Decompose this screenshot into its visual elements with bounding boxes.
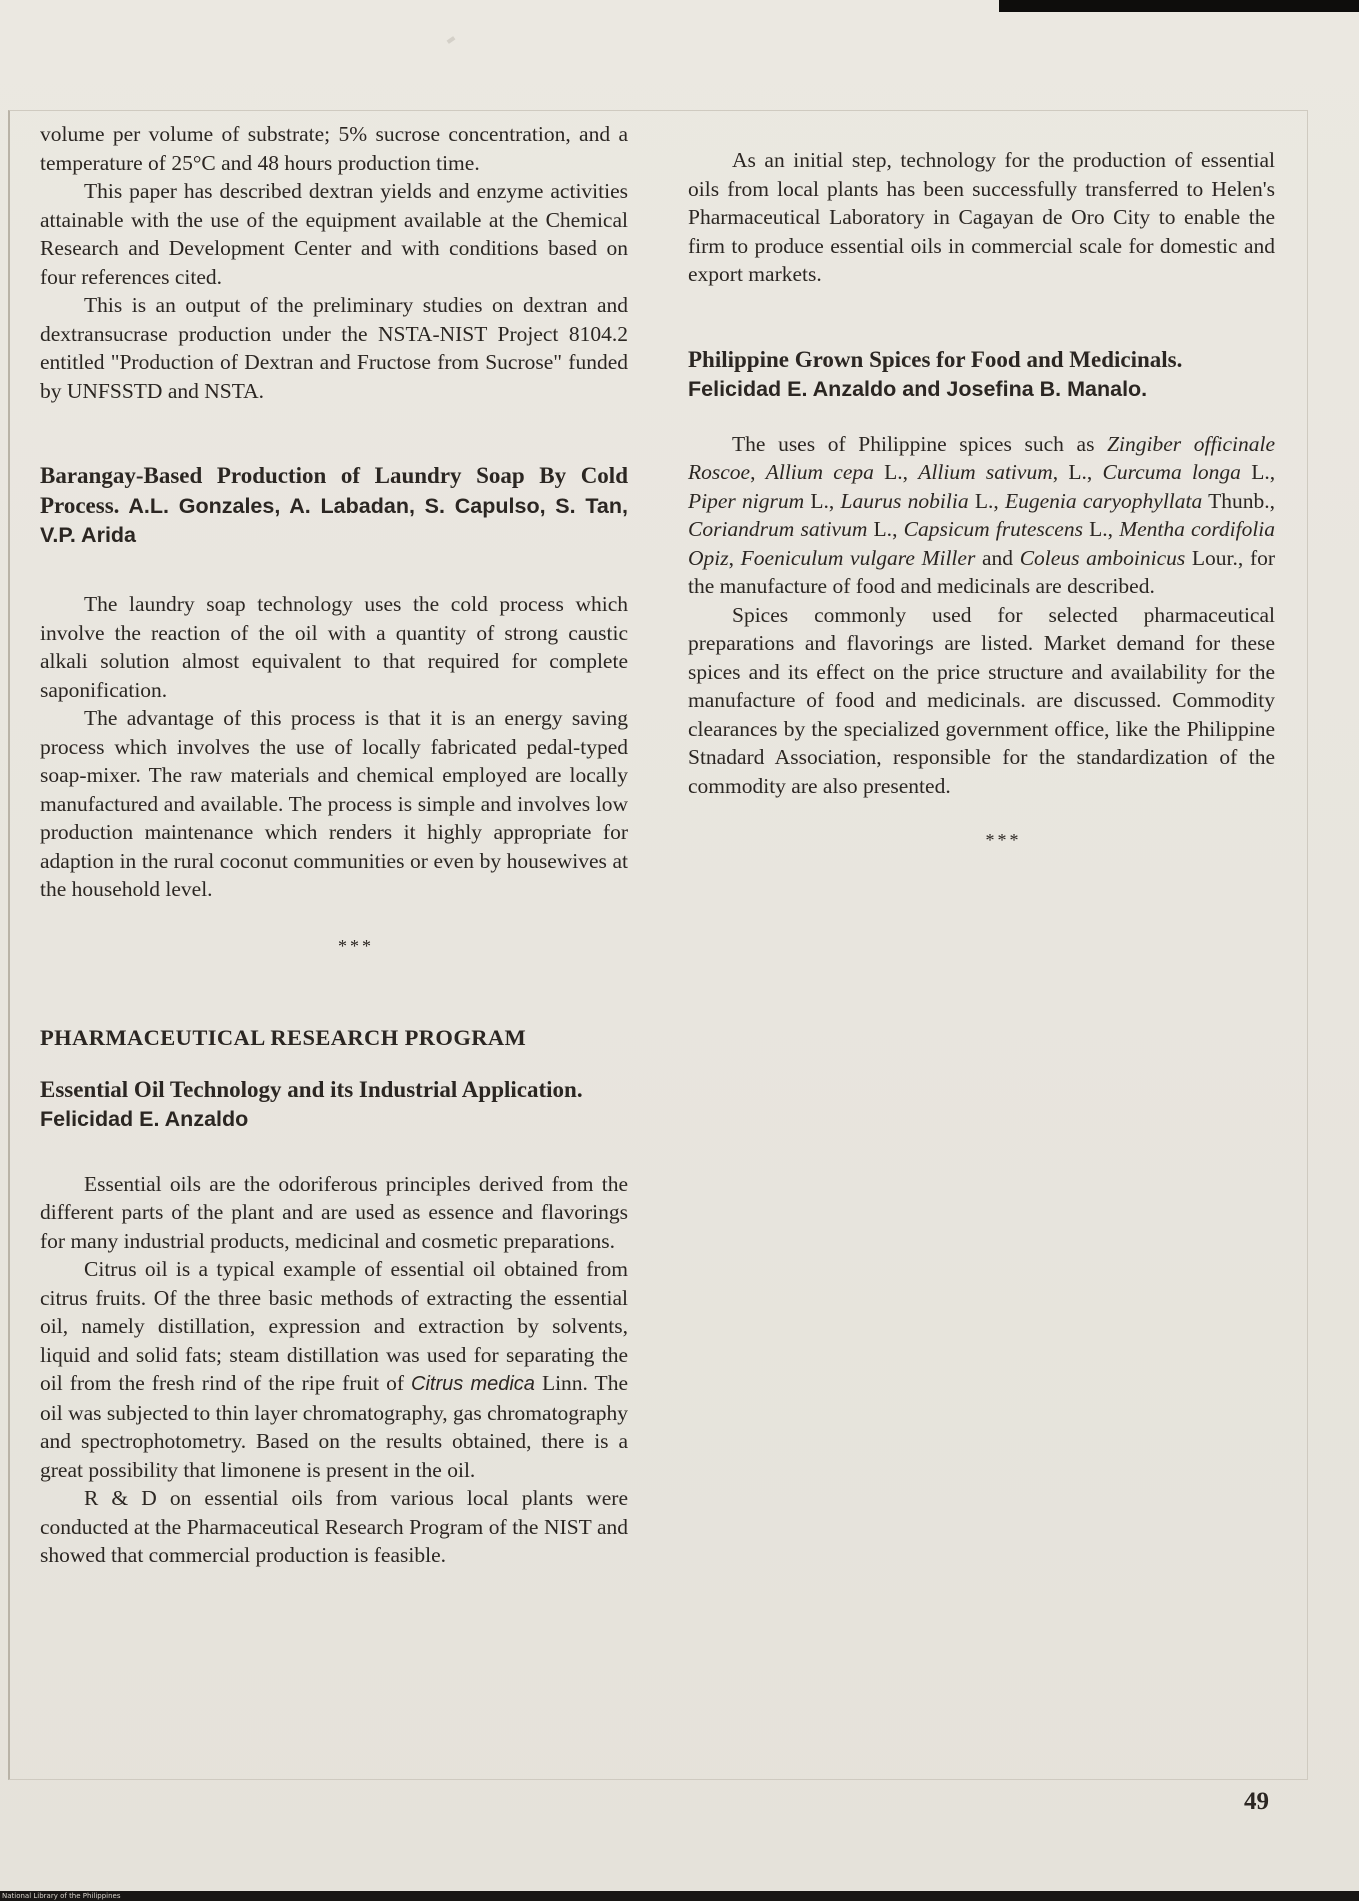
oil-paragraph-1: Essential oils are the odoriferous principles derived from the different parts of the plant and are used as essence and flavorings for many industrial products, medicinal and cosmetic preparations. xyxy=(40,1171,628,1253)
intro-paragraph-2: This paper has described dextran yields and enzyme activities attainable with the use of the equipment available at the Chemical Research and Development Center and with conditions based on four references cited. xyxy=(40,179,628,289)
oil-article-heading xyxy=(40,1075,628,1134)
intro-paragraph-3: This is an output of the preliminary studies on dextran and dextransucrase production under the NSTA-NIST Project 8104.2 entitled "Production of Dextran and Fructose from Sucrose" funded by UNFSSTD and NSTA. xyxy=(40,293,628,403)
oil-paragraph-3: R & D on essential oils from various local plants were conducted at the Pharmaceutical Research Program of the NIST and showed that commercial production is feasible. xyxy=(40,1486,628,1567)
oil-paragraph-2: Citrus oil is a typical example of essential oil obtained from citrus fruits. Of the three basic methods of extracting the essential oil, namely distillation, expression and extraction by solvents, liquid and solid fats; steam distillation was used for separating the oil from the fresh rind of the ripe fruit of Citrus medica Linn. The oil was subjected to thin layer chromatography, gas chromatography and spectrophotometry. Based on the results obtained, there is a great possibility that limonene is present in the oil. xyxy=(40,1257,628,1482)
program-heading: PHARMACEUTICAL RESEARCH PROGRAM xyxy=(40,1025,527,1050)
soap-paragraph-2: The advantage of this process is that it is an energy saving process which involves the use of locally fabricated pedal-typed soap-mixer. The raw materials and chemical employed are locally manufactured and available. The process is simple and involves low production maintenance which renders it highly appropriate for adaption in the rural coconut communities or even by housewives at the household level. xyxy=(40,706,628,901)
spice-article-authors: Felicidad E. Anzaldo and Josefina B. Manalo. xyxy=(688,376,1148,401)
oil-article-title: Essential Oil Technology and its Industrial Application. xyxy=(40,1076,583,1102)
soap-paragraph-1: The laundry soap technology uses the cold process which involve the reaction of the oil with a quantity of strong caustic alkali solution almost equivalent to that required for complete saponification. xyxy=(40,592,628,702)
page-number: 49 xyxy=(1244,1788,1269,1815)
oil-article-authors: Felicidad E. Anzaldo xyxy=(40,1106,249,1131)
intro-paragraph-1: volume per volume of substrate; 5% sucrose concentration, and a temperature of 25°C and 48 hours production time. xyxy=(40,122,628,175)
spice-paragraph-1: The uses of Philippine spices such as Zingiber officinale Roscoe, Allium cepa L., Allium sativum, L., Curcuma longa L., Piper nigrum L., Laurus nobilia L., Eugenia caryophyllata Thunb., Coriandrum sativum L., Capsicum frutescens L., Mentha cordifolia Opiz, Foeniculum vulgare Miller and Coleus amboinicus Lour., for the manufacture of food and medicinals are described. xyxy=(688,431,1276,598)
scan-edge xyxy=(999,0,1359,12)
soap-article-authors: A.L. Gonzales, A. Labadan, S. Capulso, S. Tan, V.P. Arida xyxy=(40,494,628,547)
spice-paragraph-2: Spices commonly used for selected pharmaceutical preparations and flavorings are listed. Market demand for these spices and its effect on the price structure and availability for the manufacture of food and medicinals. are discussed. Commodity clearances by the specialized government office, like the Philippine Stnadard Association, responsible for the standardization of the commodity are also presented. xyxy=(688,602,1275,798)
soap-article-title: Barangay-Based Production of Laundry Soap By Cold Process. xyxy=(40,463,628,518)
oil-paragraph-4: As an initial step, technology for the production of essential oils from local plants has been successfully transferred to Helen's Pharmaceutical Laboratory in Cagayan de Oro City to enable the firm to produce essential oils in commercial scale for domestic and export markets. xyxy=(688,148,1275,286)
right-column xyxy=(688,146,1275,855)
spice-article-title: Philippine Grown Spices for Food and Medicinals. xyxy=(688,346,1183,372)
left-column xyxy=(40,120,628,1570)
scan-speck xyxy=(447,36,456,44)
spice-article-heading xyxy=(688,345,1275,404)
soap-article-heading xyxy=(40,461,628,550)
species-name: Citrus medica xyxy=(411,1373,535,1395)
section-separator: *** xyxy=(338,935,374,956)
section-separator-right: *** xyxy=(985,830,1022,850)
footer-strip xyxy=(0,1891,1359,1901)
footer-note: National Library of the Philippines xyxy=(2,1892,121,1900)
